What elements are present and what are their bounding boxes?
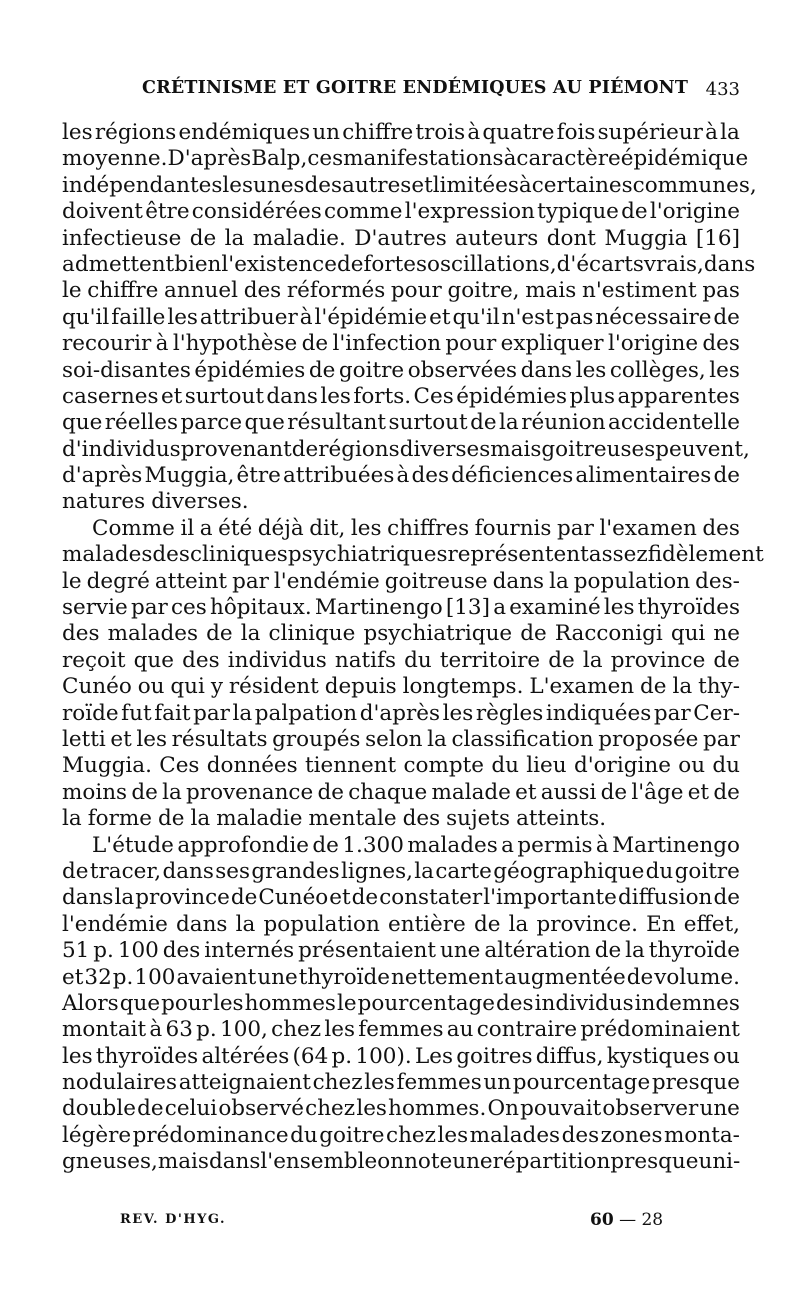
text-line: indépendantes les unes des autres et limitées à certaines communes, (62, 172, 757, 198)
page-number: 433 (705, 79, 740, 100)
text-line: dans la province de Cunéo et de constater l'importante diffusion de (62, 885, 740, 911)
text-line: Muggia. Ces données tiennent compte du lieu d'origine ou du (62, 753, 740, 779)
text-line: moyenne. D'après Balp, ces manifestations à caractère épidémique (62, 146, 749, 172)
signature-page: 28 (641, 1210, 664, 1230)
text-line: Alors que pour les hommes le pourcentage des individus indemnes (62, 990, 740, 1016)
text-line: casernes et surtout dans les forts. Ces épidémies plus apparentes (62, 383, 740, 409)
text-line: natures diverses. (62, 489, 249, 515)
text-line: letti et les résultats groupés selon la classification proposée par (62, 726, 740, 752)
text-line: les thyroïdes altérées (64 p. 100). Les goitres diffus, kystiques ou (62, 1043, 740, 1069)
text-line: les régions endémiques un chiffre trois à quatre fois supérieur à la (62, 120, 740, 145)
text-line: légère prédominance du goitre chez les malades des zones monta- (62, 1122, 740, 1148)
text-line: 51 p. 100 des internés présentaient une altération de la thyroïde (62, 938, 740, 964)
text-line: nodulaires atteignaient chez les femmes un pourcentage presque (62, 1070, 740, 1096)
text-line: soi-disantes épidémies de goitre observées dans les collèges, les (62, 357, 740, 383)
text-line: des malades de la clinique psychiatrique de Racconigi qui ne (62, 621, 740, 647)
signature-mark (590, 1210, 663, 1230)
text-line: d'après Muggia, être attribuées à des déficiences alimentaires de (62, 463, 740, 489)
text-line: double de celui observé chez les hommes. On pouvait observer une (62, 1096, 740, 1122)
text-line: et 32 p. 100 avaient une thyroïde nettement augmentée de volume. (62, 964, 740, 990)
text-line: doivent être considérées comme l'expression typique de l'origine (62, 199, 740, 225)
text-line: infectieuse de la maladie. D'autres auteurs dont Muggia [16] (62, 225, 740, 251)
text-line: roïde fut fait par la palpation d'après les règles indiquées par Cer- (62, 700, 740, 726)
text-line: L'étude approfondie de 1.300 malades a permis à Martinengo (92, 832, 740, 858)
running-head (62, 78, 740, 102)
journal-abbreviation: REV. D'HYG. (120, 1212, 227, 1227)
text-line: la forme de la maladie mentale des sujets atteints. (62, 806, 607, 832)
text-line: d'individus provenant de régions diverses mais goitreuses peuvent, (62, 436, 750, 462)
text-line: le degré atteint par l'endémie goitreuse dans la population des- (62, 568, 740, 594)
text-line: moins de la provenance de chaque malade et aussi de l'âge et de (62, 779, 740, 805)
text-line: gneuses, mais dans l'ensemble on note une répartition presque uni- (62, 1149, 741, 1175)
signature-dash: — (619, 1210, 637, 1230)
text-line: le chiffre annuel des réformés pour goitre, mais n'estiment pas (62, 278, 740, 304)
text-line: que réelles parce que résultant surtout de la réunion accidentelle (62, 410, 740, 436)
running-title: CRÉTINISME ET GOITRE ENDÉMIQUES AU PIÉMONT (142, 78, 689, 98)
text-line: admettent bien l'existence de fortes oscillations, d'écarts vrais, dans (62, 251, 756, 277)
text-line: Cunéo ou qui y résident depuis longtemps. L'examen de la thy- (62, 674, 740, 700)
paragraph (62, 833, 740, 1176)
text-line: recourir à l'hypothèse de l'infection pour expliquer l'origine des (62, 331, 740, 357)
text-line: qu'il faille les attribuer à l'épidémie et qu'il n'est pas nécessaire de (62, 304, 740, 330)
text-line: l'endémie dans la population entière de la province. En effet, (62, 911, 740, 937)
paragraph (62, 120, 757, 516)
text-line: servie par ces hôpitaux. Martinengo [13] a examiné les thyroïdes (62, 595, 740, 621)
paragraph (62, 515, 764, 833)
body-text (62, 120, 764, 1176)
page-footer (62, 1210, 740, 1232)
signature-number: 60 (590, 1210, 614, 1230)
text-line: malades des cliniques psychiatriques représentent assez fidèlement (62, 542, 764, 568)
text-line: reçoit que des individus natifs du territoire de la province de (62, 647, 740, 673)
text-line: Comme il a été déjà dit, les chiffres fournis par l'examen des (92, 515, 740, 541)
text-line: de tracer, dans ses grandes lignes, la carte géographique du goitre (62, 858, 740, 884)
text-line: montait à 63 p. 100, chez les femmes au contraire prédominaient (62, 1017, 740, 1043)
